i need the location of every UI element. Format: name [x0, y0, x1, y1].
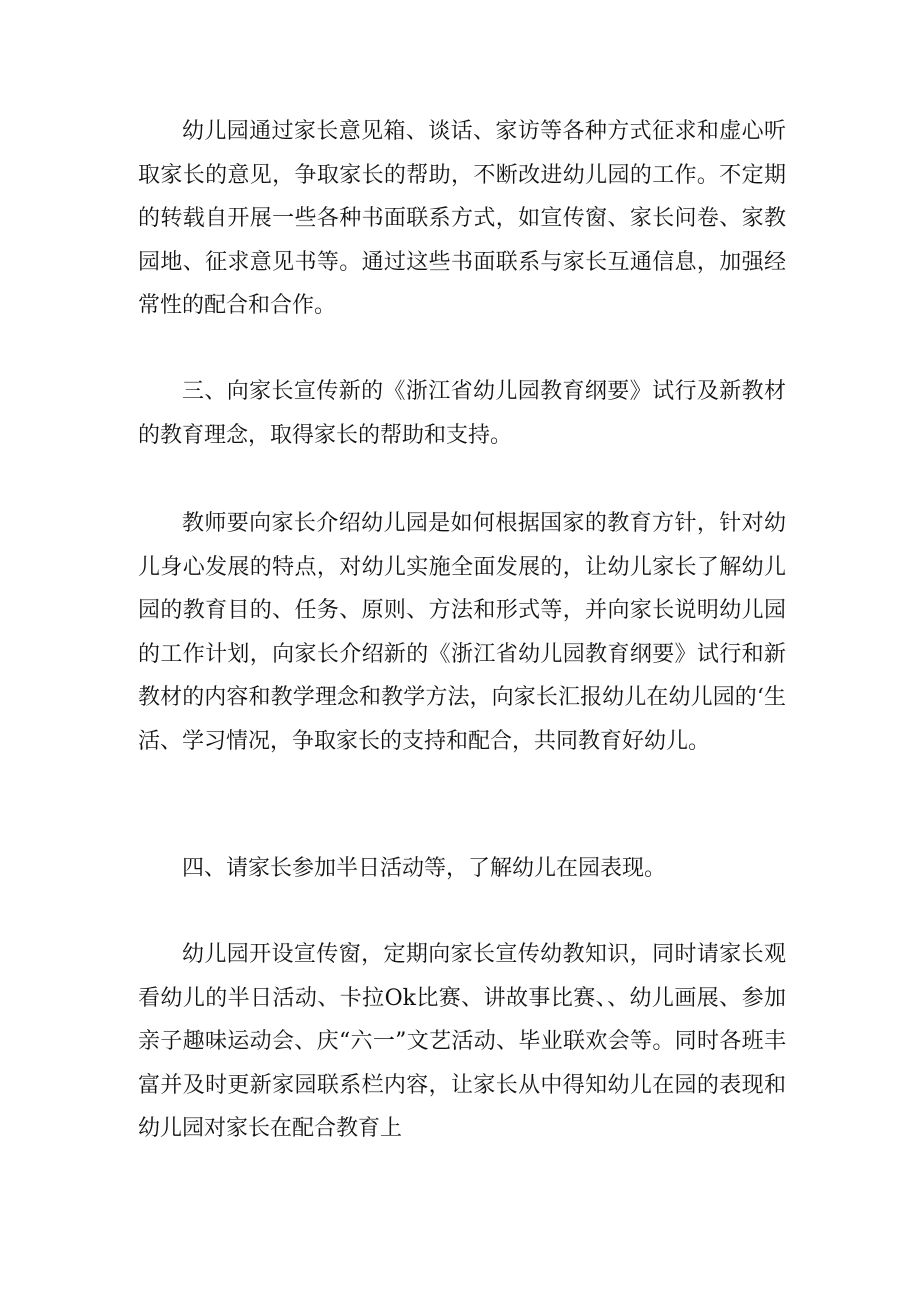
paragraph-publicity-window: 幼儿园开设宣传窗，定期向家长宣传幼教知识，同时请家长观看幼儿的半日活动、卡拉Ok比赛、讲故事比赛、、幼儿画展、参加亲子趣味运动会、庆“六一”文艺活动、毕业联欢会等。同时各班丰富并及时更新家园联系栏内容，让家长从中得知幼儿在园的表现和幼儿园对家长在配合教育上	[138, 942, 786, 1141]
section-heading-four: 四、请家长参加半日活动等，了解幼儿在园表现。	[182, 856, 667, 881]
paragraph-teacher-introduction: 教师要向家长介绍幼儿园是如何根据国家的教育方针，针对幼儿身心发展的特点，对幼儿实施全面发展的，让幼儿家长了解幼儿园的教育目的、任务、原则、方法和形式等，并向家长说明幼儿园的工作计划，向家长介绍新的《浙江省幼儿园教育纲要》试行和新教材的内容和教学理念和教学方法，向家长汇报幼儿在幼儿园的‘生活、学习情况，争取家长的支持和配合，共同教育好幼儿。	[138, 511, 786, 754]
section-heading-three: 三、向家长宣传新的《浙江省幼儿园教育纲要》试行及新教材的教育理念，取得家长的帮助和支持。	[138, 379, 786, 448]
paragraph-parent-feedback: 幼儿园通过家长意见箱、谈话、家访等各种方式征求和虚心听取家长的意见，争取家长的帮助，不断改进幼儿园的工作。不定期的转载自开展一些各种书面联系方式，如宣传窗、家长问卷、家教园地、征求意见书等。通过这些书面联系与家长互通信息，加强经常性的配合和合作。	[138, 119, 786, 318]
